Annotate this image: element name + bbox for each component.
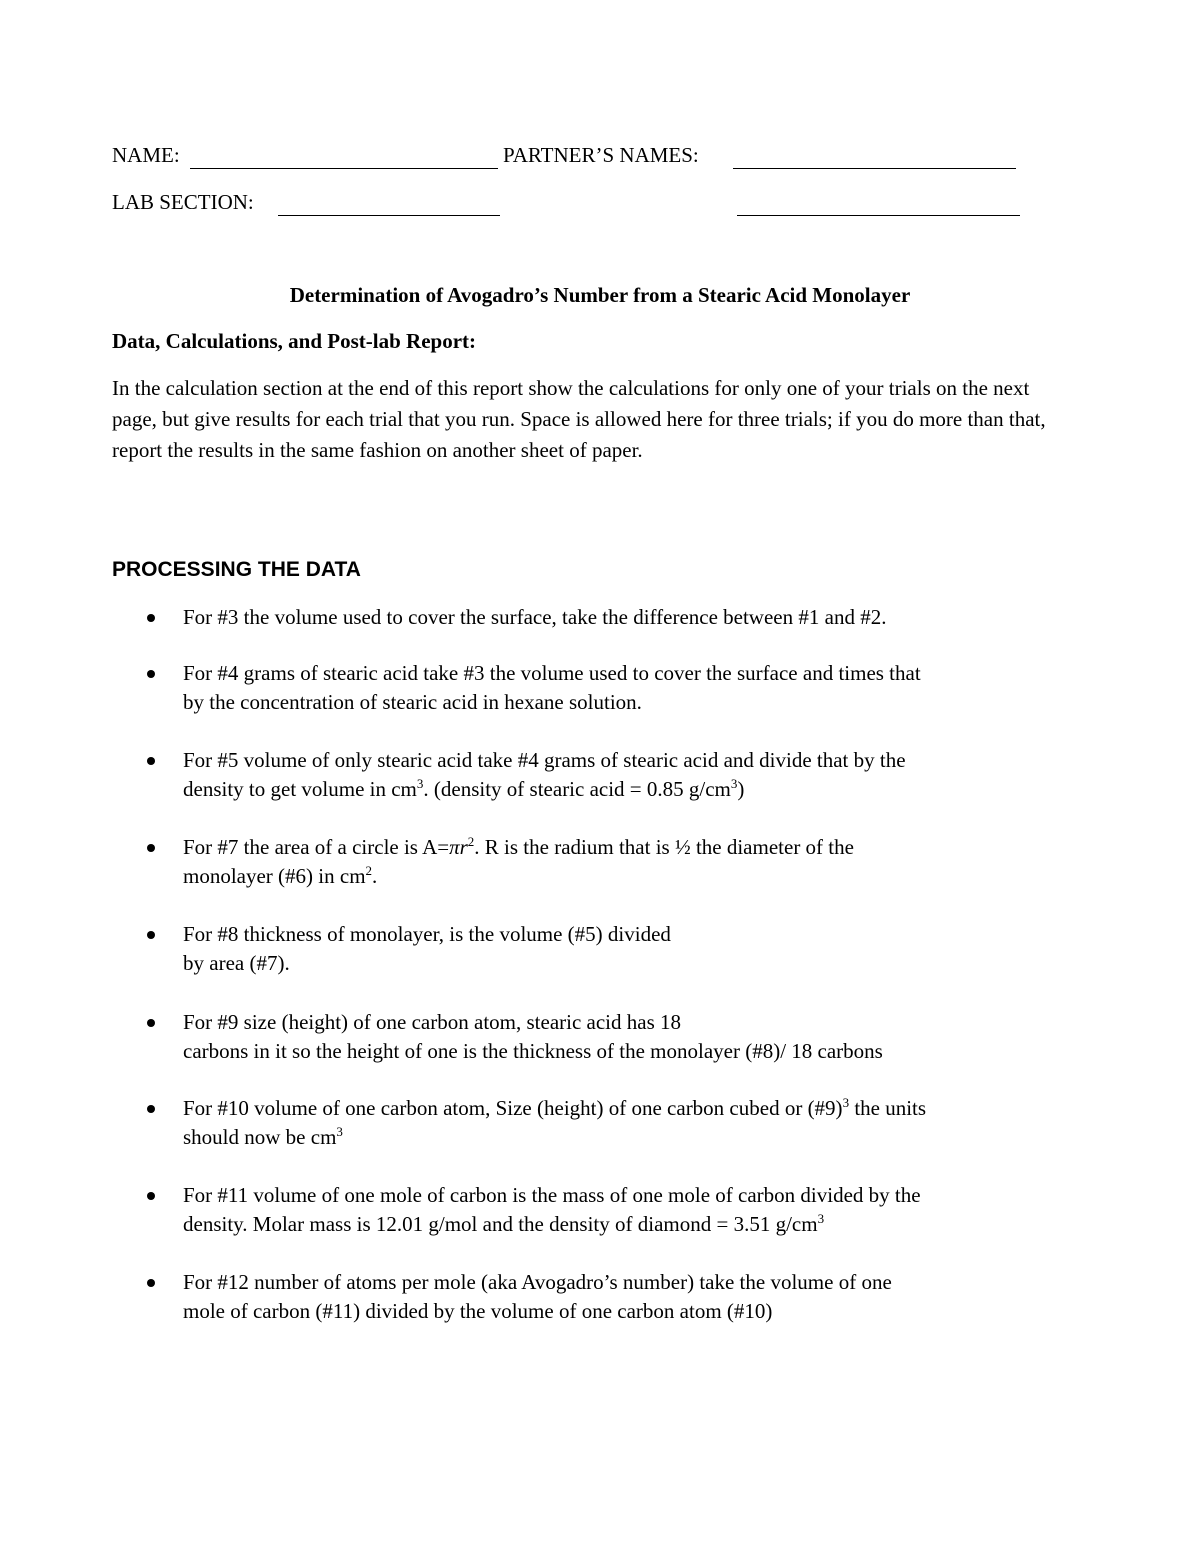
list-item-text: For #9 size (height) of one carbon atom, stearic acid has 18	[183, 1010, 682, 1034]
list-item-text: by area (#7).	[183, 951, 290, 975]
list-item-text: carbons in it so the height of one is the thickness of the monolayer (#8)/ 18 carbons	[183, 1039, 883, 1063]
bullet-icon	[147, 1019, 155, 1027]
list-item-text: For #8 thickness of monolayer, is the volume (#5) divided	[183, 922, 671, 946]
bullet-icon	[147, 1279, 155, 1287]
lab-section-blank-line[interactable]	[278, 215, 500, 216]
bullet-icon	[147, 844, 155, 852]
name-label: NAME:	[112, 143, 180, 167]
list-item-text: mole of carbon (#11) divided by the volume of one carbon atom (#10)	[183, 1299, 773, 1323]
partners-blank-line-1[interactable]	[733, 168, 1016, 169]
list-item-text: by the concentration of stearic acid in hexane solution.	[183, 690, 642, 714]
bullet-icon	[147, 1192, 155, 1200]
header-row-1	[112, 143, 1032, 173]
header-row-2	[112, 190, 1032, 220]
bullet-icon	[147, 1105, 155, 1113]
section-heading: PROCESSING THE DATA	[112, 558, 361, 581]
partners-blank-line-2[interactable]	[737, 215, 1020, 216]
partners-label: PARTNER’S NAMES:	[503, 143, 699, 167]
list-item-text: For #12 number of atoms per mole (aka Avogadro’s number) take the volume of one	[183, 1270, 892, 1294]
bullet-icon	[147, 670, 155, 678]
document-subtitle: Data, Calculations, and Post-lab Report:	[112, 329, 477, 353]
list-item-text: should now be $cm^3$	[183, 1124, 343, 1149]
list-item-text: density to get volume in $cm^3$. (density of stearic acid = 0.85 $g/cm^3$)	[183, 776, 745, 801]
list-item-text: For #11 volume of one mole of carbon is the mass of one mole of carbon divided by the	[183, 1183, 921, 1207]
list-item-text: monolayer (#6) in $cm^2$.	[183, 863, 378, 888]
list-item-text: For #5 volume of only stearic acid take #4 grams of stearic acid and divide that by the	[183, 748, 906, 772]
bullet-icon	[147, 614, 155, 622]
name-blank-line[interactable]	[190, 168, 498, 169]
intro-paragraph: In the calculation section at the end of this report show the calculations for only one of your trials on the next page, but give results for each trial that you run. Space is allowed here for three trials; if you do more than that, report the results in the same fashion on another sheet of paper.	[112, 376, 1046, 462]
document-title: Determination of Avogadro’s Number from a Stearic Acid Monolayer	[289, 283, 911, 307]
list-item-text: For #3 the volume used to cover the surface, take the difference between #1 and #2.	[183, 605, 887, 629]
lab-section-label: LAB SECTION:	[112, 190, 254, 214]
list-item-text: For #4 grams of stearic acid take #3 the volume used to cover the surface and times that	[183, 661, 921, 685]
list-item-text: For #10 volume of one carbon atom, Size (height) of one carbon cubed or (#9)$^3$ the units	[183, 1095, 927, 1120]
list-item-text: density. Molar mass is 12.01 g/mol and the density of diamond = 3.51 $g/cm^3$	[183, 1211, 825, 1236]
bullet-icon	[147, 757, 155, 765]
bullet-icon	[147, 931, 155, 939]
list-item-text: For #7 the area of a circle is $A=\pi r^2$. R is the radium that is ½ the diameter of the	[183, 834, 854, 859]
